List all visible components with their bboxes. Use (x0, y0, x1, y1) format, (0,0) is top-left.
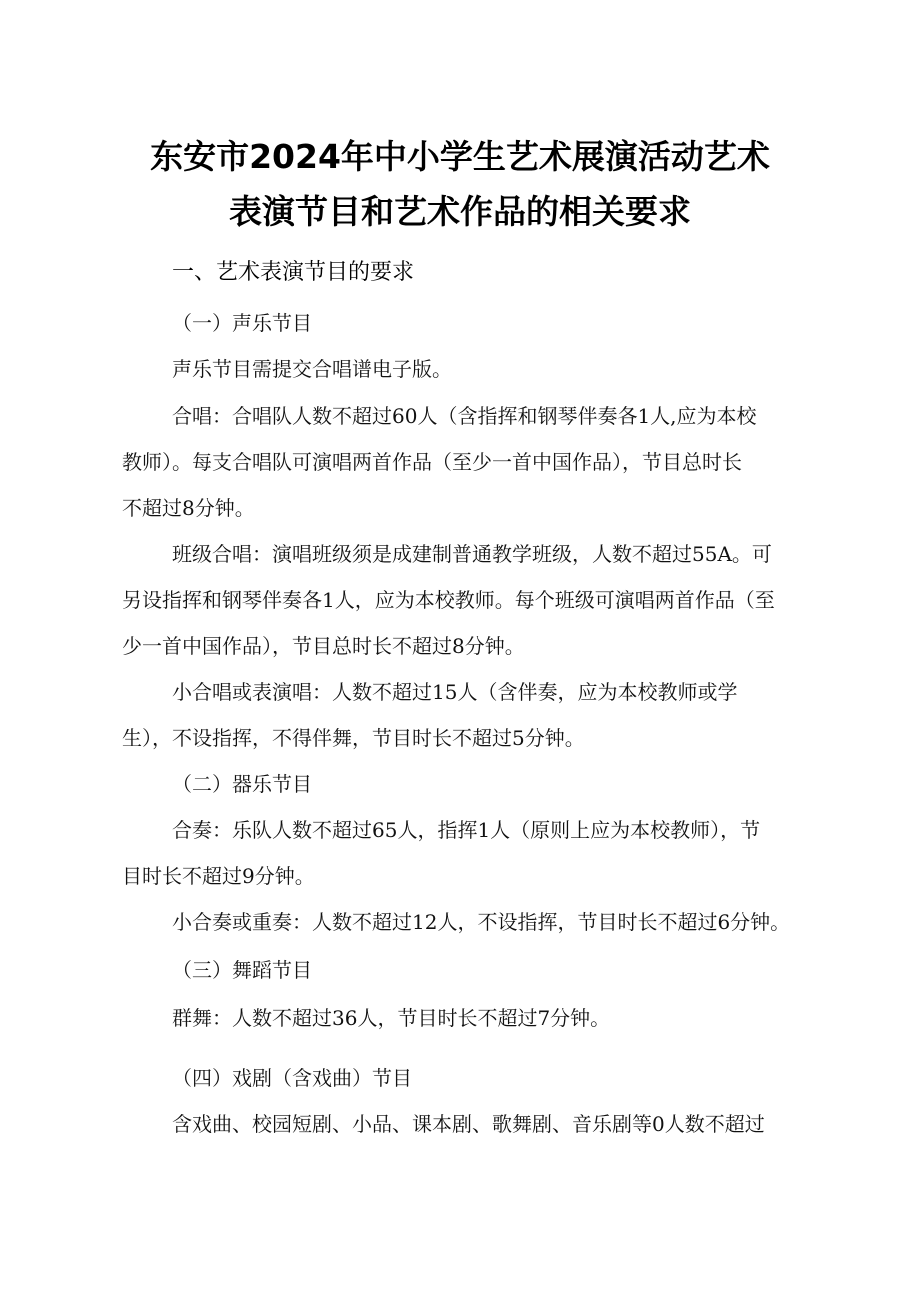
paragraph-line: 班级合唱：演唱班级须是成建制普通教学班级，人数不超过55A。可 (172, 542, 772, 566)
subsection-heading-vocal: （一）声乐节目 (172, 311, 312, 335)
document-title-line-2: 表演节目和艺术作品的相关要求 (229, 192, 691, 231)
paragraph-line: 生），不设指挥，不得伴舞，节目时长不超过5分钟。 (122, 726, 585, 750)
paragraph-line: 合唱：合唱队人数不超过60人（含指挥和钢琴伴奏各1人,应为本校 (172, 404, 757, 428)
subsection-heading-instrumental: （二）器乐节目 (172, 772, 312, 796)
paragraph-line: 群舞：人数不超过36人，节目时长不超过7分钟。 (172, 1006, 611, 1030)
paragraph-line: 另设指挥和钢琴伴奏各1人，应为本校教师。每个班级可演唱两首作品（至 (122, 588, 775, 612)
paragraph-line: 含戏曲、校园短剧、小品、课本剧、歌舞剧、音乐剧等0人数不超过 (172, 1112, 765, 1136)
paragraph-line: 合奏：乐队人数不超过65人，指挥1人（原则上应为本校教师），节 (172, 818, 761, 842)
paragraph-line: 小合奏或重奏：人数不超过12人，不设指挥，节目时长不超过6分钟。 (172, 910, 791, 934)
paragraph-line: 小合唱或表演唱：人数不超过15人（含伴奏，应为本校教师或学 (172, 680, 738, 704)
document-title-line-1: 东安市2024年中小学生艺术展演活动艺术 (150, 137, 770, 176)
paragraph-line: 目时长不超过9分钟。 (122, 864, 315, 888)
paragraph-line: 教师）。每支合唱队可演唱两首作品（至少一首中国作品），节目总时长 (122, 450, 742, 474)
section-heading-performance: 一、艺术表演节目的要求 (172, 260, 415, 285)
subsection-heading-drama: （四）戏剧（含戏曲）节目 (172, 1066, 412, 1090)
subsection-heading-dance: （三）舞蹈节目 (172, 958, 312, 982)
paragraph-line: 少一首中国作品），节目总时长不超过8分钟。 (122, 634, 525, 658)
paragraph-line: 不超过8分钟。 (122, 496, 255, 520)
paragraph-line: 声乐节目需提交合唱谱电子版。 (172, 357, 452, 381)
